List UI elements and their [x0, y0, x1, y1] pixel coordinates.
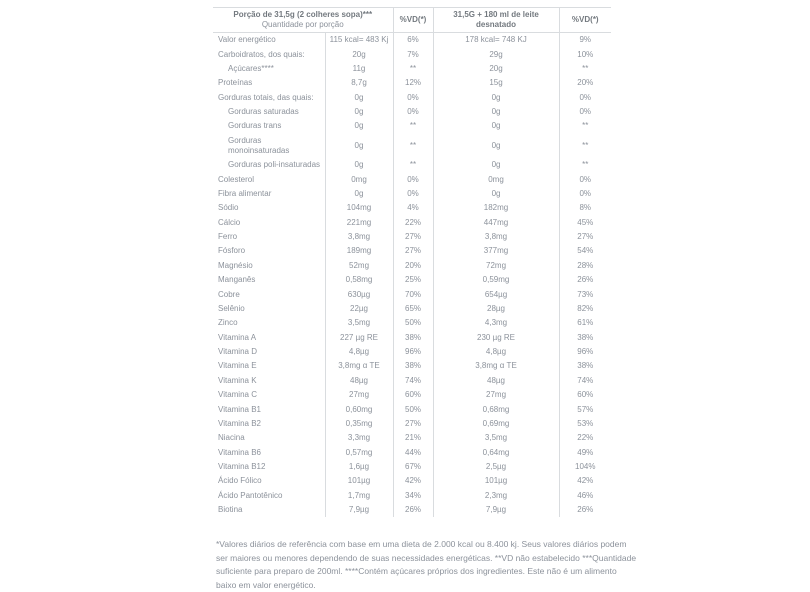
- qty-with-milk: 48µg: [433, 374, 559, 388]
- vd-percent: 70%: [393, 287, 433, 301]
- table-row: [213, 62, 611, 76]
- qty-per-serving: 22µg: [325, 302, 393, 316]
- table-row: [213, 345, 611, 359]
- vd-percent-milk: **: [559, 119, 611, 133]
- table-row: [213, 489, 611, 503]
- vd-percent: 27%: [393, 244, 433, 258]
- qty-with-milk: 0g: [433, 187, 559, 201]
- vd-percent-milk: 46%: [559, 489, 611, 503]
- vd-percent-milk: 57%: [559, 402, 611, 416]
- nutrition-table-body: [213, 33, 611, 518]
- nutrient-label: Gorduras saturadas: [228, 107, 299, 117]
- vd-percent-milk: 28%: [559, 259, 611, 273]
- qty-with-milk: 0g: [433, 134, 559, 158]
- qty-with-milk: 0,64mg: [433, 446, 559, 460]
- nutrient-label: Cobre: [218, 289, 240, 299]
- qty-with-milk: 2,3mg: [433, 489, 559, 503]
- table-row: [213, 316, 611, 330]
- vd-percent-milk: 42%: [559, 474, 611, 488]
- qty-per-serving: 104mg: [325, 201, 393, 215]
- nutrient-label: Açúcares****: [228, 63, 274, 73]
- qty-with-milk: 654µg: [433, 287, 559, 301]
- table-row: [213, 302, 611, 316]
- nutrient-label: Ácido Fólico: [218, 476, 262, 486]
- vd-percent: 74%: [393, 374, 433, 388]
- qty-with-milk: 3,8mg α TE: [433, 359, 559, 373]
- vd-percent-milk: 38%: [559, 359, 611, 373]
- vd-percent-milk: 73%: [559, 287, 611, 301]
- vd-percent: **: [393, 119, 433, 133]
- qty-with-milk: 3,8mg: [433, 230, 559, 244]
- vd-percent-milk: 96%: [559, 345, 611, 359]
- table-row: [213, 474, 611, 488]
- nutrient-label: Carboidratos, dos quais:: [218, 49, 305, 59]
- qty-with-milk: 7,9µg: [433, 503, 559, 517]
- nutrient-label: Colesterol: [218, 174, 255, 184]
- qty-with-milk: 230 µg RE: [433, 331, 559, 345]
- qty-with-milk: 28µg: [433, 302, 559, 316]
- nutrient-label: Fósforo: [218, 246, 246, 256]
- table-row: [213, 172, 611, 186]
- vd-percent-milk: 26%: [559, 273, 611, 287]
- table-row: [213, 331, 611, 345]
- nutrient-label: Vitamina D: [218, 347, 257, 357]
- qty-with-milk: 0g: [433, 91, 559, 105]
- qty-per-serving: 0,35mg: [325, 417, 393, 431]
- table-row: [213, 431, 611, 445]
- table-row: [213, 187, 611, 201]
- qty-with-milk: 4,8µg: [433, 345, 559, 359]
- vd-percent-milk: 0%: [559, 172, 611, 186]
- qty-per-serving: 227 µg RE: [325, 331, 393, 345]
- qty-per-serving: 7,9µg: [325, 503, 393, 517]
- vd-percent-milk: 60%: [559, 388, 611, 402]
- table-row: [213, 158, 611, 172]
- table-header-row: [213, 8, 611, 33]
- table-row: [213, 259, 611, 273]
- vd-percent-milk: 38%: [559, 331, 611, 345]
- nutrient-label: Ácido Pantotênico: [218, 490, 283, 500]
- vd-percent: 34%: [393, 489, 433, 503]
- nutrient-label: Zinco: [218, 318, 238, 328]
- qty-with-milk: 72mg: [433, 259, 559, 273]
- vd-percent: 27%: [393, 230, 433, 244]
- vd-percent: 0%: [393, 172, 433, 186]
- qty-with-milk: 0mg: [433, 172, 559, 186]
- qty-per-serving: 189mg: [325, 244, 393, 258]
- vd-percent-milk: 26%: [559, 503, 611, 517]
- table-row: [213, 119, 611, 133]
- table-row: [213, 33, 611, 48]
- nutrient-label: Niacina: [218, 433, 245, 443]
- qty-with-milk: 15g: [433, 76, 559, 90]
- qty-per-serving: 0,58mg: [325, 273, 393, 287]
- vd-percent-milk: 27%: [559, 230, 611, 244]
- table-row: [213, 47, 611, 61]
- table-row: [213, 460, 611, 474]
- vd-percent: 26%: [393, 503, 433, 517]
- qty-with-milk: 0g: [433, 158, 559, 172]
- vd-percent-milk: **: [559, 158, 611, 172]
- nutrient-label: Vitamina B6: [218, 447, 261, 457]
- qty-with-milk: 29g: [433, 47, 559, 61]
- table-row: [213, 273, 611, 287]
- qty-with-milk: 182mg: [433, 201, 559, 215]
- vd-percent: **: [393, 158, 433, 172]
- nutrient-label: Vitamina A: [218, 332, 257, 342]
- qty-per-serving: 48µg: [325, 374, 393, 388]
- vd-percent: 0%: [393, 91, 433, 105]
- qty-per-serving: 8,7g: [325, 76, 393, 90]
- nutrient-label: Ferro: [218, 232, 238, 242]
- vd-percent-milk: 49%: [559, 446, 611, 460]
- vd-percent-milk: 0%: [559, 91, 611, 105]
- portion-title: Porção de 31,5g (2 colheres sopa)***: [233, 10, 373, 19]
- qty-per-serving: 115 kcal= 483 Kj: [325, 33, 393, 48]
- qty-with-milk: 0,69mg: [433, 417, 559, 431]
- vd-percent: 4%: [393, 201, 433, 215]
- qty-per-serving: 0g: [325, 91, 393, 105]
- nutrient-label: Cálcio: [218, 217, 241, 227]
- qty-with-milk: 27mg: [433, 388, 559, 402]
- nutrient-label: Valor energético: [218, 35, 276, 45]
- portion-subtitle: Quantidade por porção: [261, 20, 344, 29]
- table-row: [213, 359, 611, 373]
- nutrient-label: Magnésio: [218, 260, 253, 270]
- vd-percent: 65%: [393, 302, 433, 316]
- vd-percent-milk: 53%: [559, 417, 611, 431]
- vd-percent: 25%: [393, 273, 433, 287]
- nutrient-label: Vitamina B12: [218, 462, 266, 472]
- vd-percent: 50%: [393, 402, 433, 416]
- vd-percent-milk: 0%: [559, 105, 611, 119]
- vd-percent-milk: 22%: [559, 431, 611, 445]
- table-row: [213, 91, 611, 105]
- table-row: [213, 216, 611, 230]
- qty-per-serving: 3,5mg: [325, 316, 393, 330]
- vd-percent: 50%: [393, 316, 433, 330]
- qty-per-serving: 3,8mg α TE: [325, 359, 393, 373]
- table-row: [213, 402, 611, 416]
- vd-percent: 96%: [393, 345, 433, 359]
- nutrition-table: [213, 7, 611, 517]
- vd-percent-milk: 0%: [559, 187, 611, 201]
- table-row: [213, 388, 611, 402]
- qty-with-milk: 20g: [433, 62, 559, 76]
- qty-with-milk: 3,5mg: [433, 431, 559, 445]
- vd-percent: 44%: [393, 446, 433, 460]
- qty-per-serving: 4,8µg: [325, 345, 393, 359]
- vd-percent: 38%: [393, 359, 433, 373]
- qty-per-serving: 0g: [325, 158, 393, 172]
- qty-with-milk: 0,59mg: [433, 273, 559, 287]
- qty-with-milk: 0g: [433, 105, 559, 119]
- table-header-vd1: %VD(*): [393, 8, 433, 33]
- vd-percent: **: [393, 62, 433, 76]
- table-row: [213, 244, 611, 258]
- nutrient-label: Vitamina E: [218, 361, 257, 371]
- nutrition-facts-panel: [213, 7, 611, 517]
- qty-per-serving: 0,57mg: [325, 446, 393, 460]
- qty-per-serving: 0mg: [325, 172, 393, 186]
- qty-per-serving: 0g: [325, 105, 393, 119]
- table-row: [213, 503, 611, 517]
- nutrient-label: Vitamina K: [218, 375, 257, 385]
- nutrient-label: Selênio: [218, 303, 245, 313]
- vd-percent: 42%: [393, 474, 433, 488]
- vd-percent-milk: 61%: [559, 316, 611, 330]
- vd-percent-milk: 104%: [559, 460, 611, 474]
- nutrient-label: Fibra alimentar: [218, 188, 272, 198]
- qty-per-serving: 101µg: [325, 474, 393, 488]
- qty-with-milk: 2,5µg: [433, 460, 559, 474]
- qty-with-milk: 0g: [433, 119, 559, 133]
- qty-per-serving: 11g: [325, 62, 393, 76]
- vd-percent: 20%: [393, 259, 433, 273]
- vd-percent-milk: 74%: [559, 374, 611, 388]
- nutrient-label: Biotina: [218, 505, 243, 515]
- vd-percent: 60%: [393, 388, 433, 402]
- vd-percent-milk: 20%: [559, 76, 611, 90]
- qty-per-serving: 27mg: [325, 388, 393, 402]
- table-row: [213, 446, 611, 460]
- vd-percent: 22%: [393, 216, 433, 230]
- qty-with-milk: 4,3mg: [433, 316, 559, 330]
- nutrient-label: Gorduras trans: [228, 121, 282, 131]
- table-row: [213, 230, 611, 244]
- table-row: [213, 76, 611, 90]
- table-row: [213, 417, 611, 431]
- nutrient-label: Vitamina C: [218, 390, 257, 400]
- nutrient-label: Vitamina B2: [218, 418, 261, 428]
- nutrient-label: Sódio: [218, 203, 239, 213]
- vd-percent-milk: **: [559, 134, 611, 158]
- qty-per-serving: 0g: [325, 134, 393, 158]
- vd-percent-milk: 82%: [559, 302, 611, 316]
- vd-percent-milk: 8%: [559, 201, 611, 215]
- qty-per-serving: 630µg: [325, 287, 393, 301]
- vd-percent: 27%: [393, 417, 433, 431]
- vd-percent: 21%: [393, 431, 433, 445]
- qty-with-milk: 377mg: [433, 244, 559, 258]
- nutrient-label: Gorduras totais, das quais:: [218, 92, 314, 102]
- qty-per-serving: 0g: [325, 187, 393, 201]
- vd-percent-milk: **: [559, 62, 611, 76]
- nutrient-label: Gorduras monoinsaturadas: [228, 135, 290, 155]
- table-header-milk: 31,5G + 180 ml de leite desnatado: [433, 8, 559, 33]
- vd-percent: 6%: [393, 33, 433, 48]
- qty-with-milk: 447mg: [433, 216, 559, 230]
- qty-per-serving: 3,3mg: [325, 431, 393, 445]
- qty-per-serving: 221mg: [325, 216, 393, 230]
- qty-per-serving: 0g: [325, 119, 393, 133]
- table-header-portion: [213, 8, 393, 33]
- nutrient-label: Proteínas: [218, 78, 253, 88]
- vd-percent: **: [393, 134, 433, 158]
- vd-percent: 67%: [393, 460, 433, 474]
- vd-percent-milk: 54%: [559, 244, 611, 258]
- qty-per-serving: 0,60mg: [325, 402, 393, 416]
- table-row: [213, 374, 611, 388]
- table-header-vd2: %VD(*): [559, 8, 611, 33]
- table-row: [213, 287, 611, 301]
- table-row: [213, 134, 611, 158]
- qty-per-serving: 1,6µg: [325, 460, 393, 474]
- vd-percent-milk: 45%: [559, 216, 611, 230]
- nutrient-label: Vitamina B1: [218, 404, 261, 414]
- table-row: [213, 105, 611, 119]
- vd-percent-milk: 10%: [559, 47, 611, 61]
- qty-with-milk: 101µg: [433, 474, 559, 488]
- table-row: [213, 201, 611, 215]
- qty-per-serving: 3,8mg: [325, 230, 393, 244]
- qty-with-milk: 178 kcal= 748 KJ: [433, 33, 559, 48]
- qty-with-milk: 0,68mg: [433, 402, 559, 416]
- vd-percent-milk: 9%: [559, 33, 611, 48]
- vd-percent: 7%: [393, 47, 433, 61]
- footnote: *Valores diários de referência com base em uma dieta de 2.000 kcal ou 8.400 kj. Seus valores diários podem ser maiores ou menores dependendo de suas necessidades energéticas. **VD não estabelecido ***Quantidade suficiente para preparo de 200ml. ****Contém açúcares próprios dos ingredientes. Este não é um alimento baixo em valor energético.: [216, 539, 637, 590]
- nutrient-label: Gorduras poli-insaturadas: [228, 160, 321, 170]
- vd-percent: 0%: [393, 187, 433, 201]
- qty-per-serving: 20g: [325, 47, 393, 61]
- nutrient-label: Manganês: [218, 275, 256, 285]
- vd-percent: 0%: [393, 105, 433, 119]
- vd-percent: 38%: [393, 331, 433, 345]
- vd-percent: 12%: [393, 76, 433, 90]
- qty-per-serving: 52mg: [325, 259, 393, 273]
- qty-per-serving: 1,7mg: [325, 489, 393, 503]
